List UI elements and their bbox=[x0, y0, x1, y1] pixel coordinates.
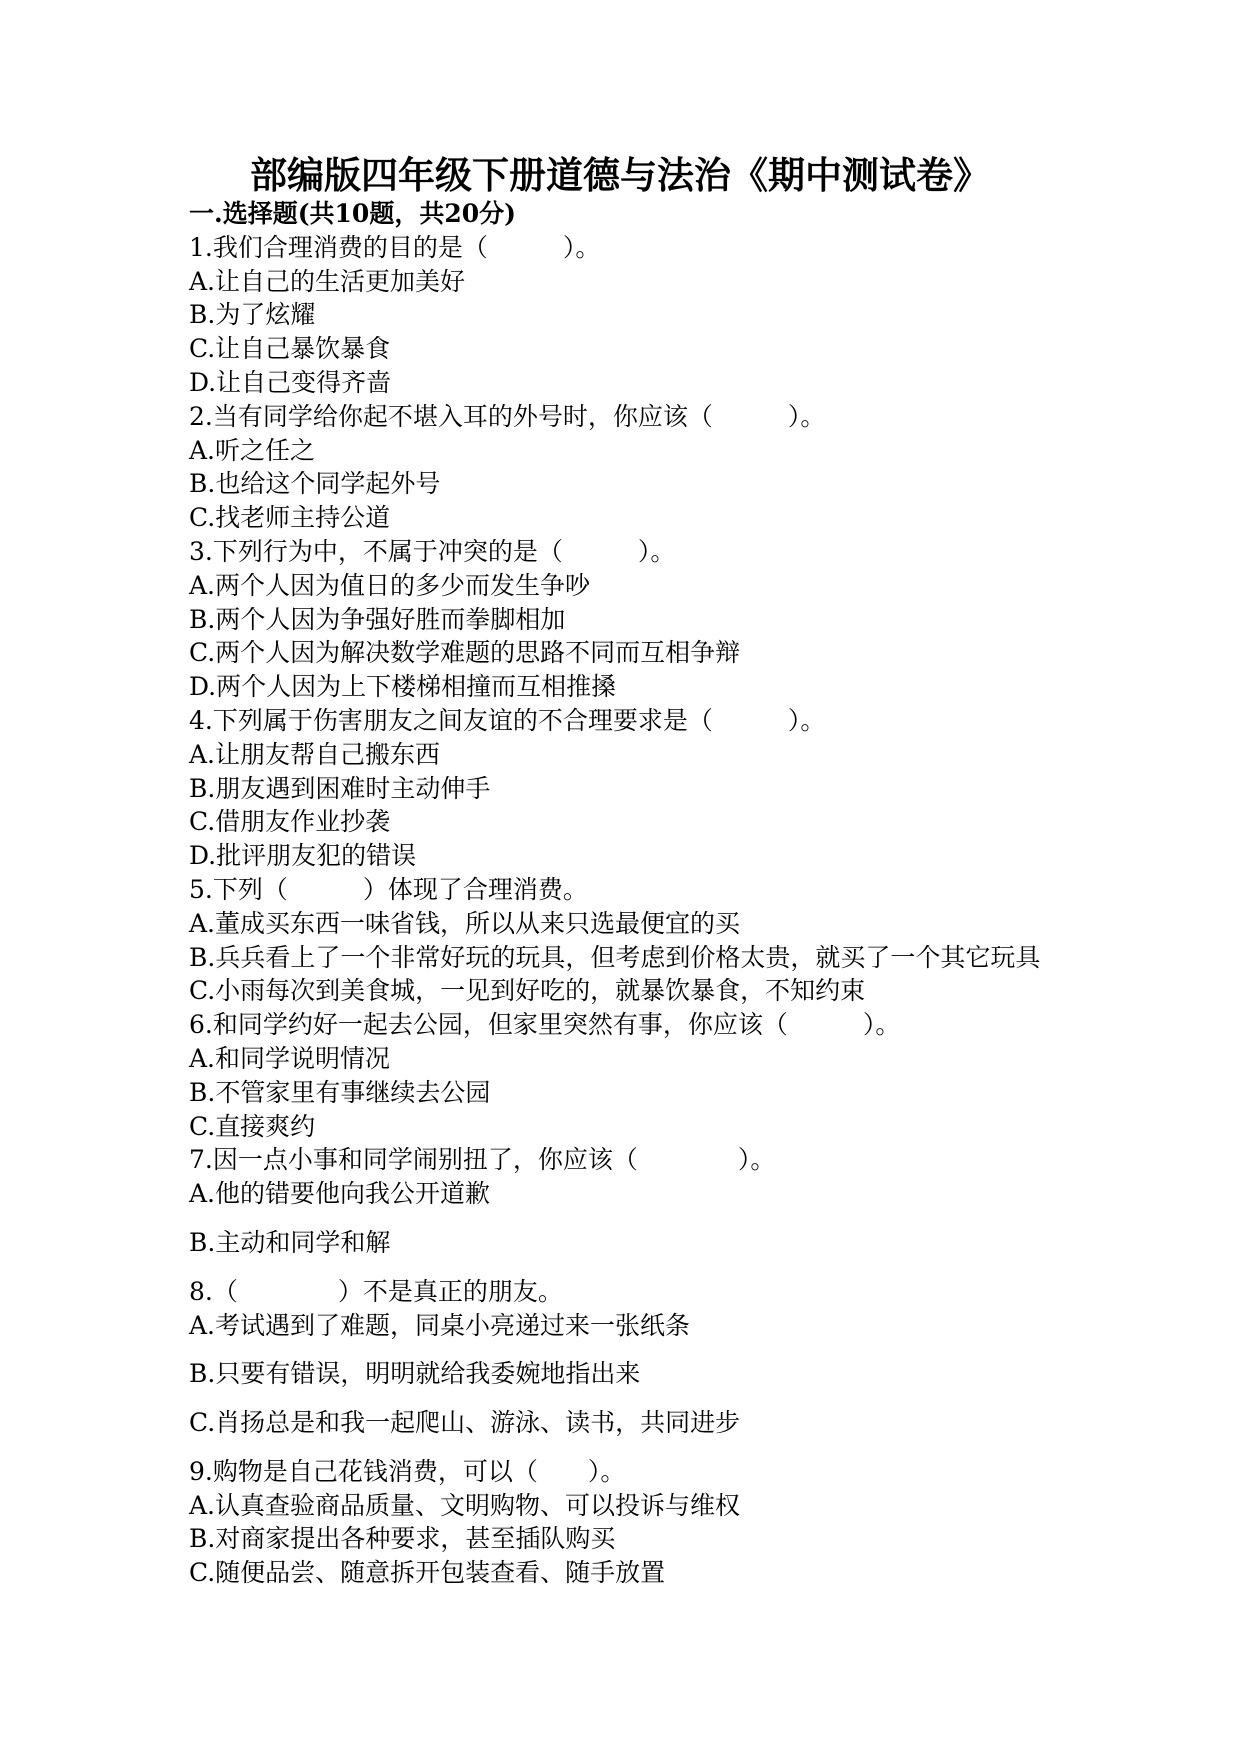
question-9-option-a: A.认真查验商品质量、文明购物、可以投诉与维权 bbox=[189, 1490, 741, 1520]
question-1-stem: 1.我们合理消费的目的是（ ）。 bbox=[189, 232, 601, 262]
question-7 bbox=[189, 1143, 1199, 1259]
question-3-option-b: B.两个人因为争强好胜而拳脚相加 bbox=[189, 604, 566, 634]
question-8-stem: 8.（ ）不是真正的朋友。 bbox=[189, 1276, 563, 1306]
question-9-stem: 9.购物是自己花钱消费，可以（ ）。 bbox=[189, 1456, 626, 1486]
question-1 bbox=[189, 231, 1199, 400]
question-9 bbox=[189, 1455, 1199, 1590]
question-8-option-b: B.只要有错误，明明就给我委婉地指出来 bbox=[189, 1359, 641, 1389]
question-2 bbox=[189, 400, 1199, 535]
question-3-option-a: A.两个人因为值日的多少而发生争吵 bbox=[189, 570, 591, 600]
question-2-option-a: A.听之任之 bbox=[189, 435, 316, 465]
question-6-stem: 6.和同学约好一起去公园，但家里突然有事，你应该（ ）。 bbox=[189, 1010, 901, 1040]
question-6-option-c: C.直接爽约 bbox=[189, 1111, 316, 1141]
question-7-option-a: A.他的错要他向我公开道歉 bbox=[189, 1179, 491, 1209]
exam-title: 部编版四年级下册道德与法治《期中测试卷》 bbox=[250, 153, 990, 197]
question-4-option-d: D.批评朋友犯的错误 bbox=[189, 841, 417, 871]
question-5-option-c: C.小雨每次到美食城，一见到好吃的，就暴饮暴食，不知约束 bbox=[189, 976, 866, 1006]
question-7-stem: 7.因一点小事和同学闹别扭了，你应该（ ）。 bbox=[189, 1145, 776, 1175]
question-1-option-a: A.让自己的生活更加美好 bbox=[189, 266, 466, 296]
question-4 bbox=[189, 704, 1199, 873]
question-6-option-b: B.不管家里有事继续去公园 bbox=[189, 1077, 491, 1107]
question-1-option-d: D.让自己变得齐啬 bbox=[189, 367, 392, 397]
question-4-stem: 4.下列属于伤害朋友之间友谊的不合理要求是（ ）。 bbox=[189, 705, 826, 735]
question-4-option-b: B.朋友遇到困难时主动伸手 bbox=[189, 773, 491, 803]
question-1-option-c: C.让自己暴饮暴食 bbox=[189, 334, 391, 364]
question-5-option-a: A.董成买东西一味省钱，所以从来只选最便宜的买 bbox=[189, 908, 741, 938]
question-5-stem: 5.下列（ ）体现了合理消费。 bbox=[189, 874, 588, 904]
question-3-option-c: C.两个人因为解决数学难题的思路不同而互相争辩 bbox=[189, 638, 741, 668]
question-8-option-c: C.肖扬总是和我一起爬山、游泳、读书，共同进步 bbox=[189, 1408, 741, 1438]
question-7-option-b: B.主动和同学和解 bbox=[189, 1227, 391, 1257]
question-2-option-b: B.也给这个同学起外号 bbox=[189, 469, 441, 499]
question-2-stem: 2.当有同学给你起不堪入耳的外号时，你应该（ ）。 bbox=[189, 401, 826, 431]
multiple-choice-section bbox=[189, 197, 1199, 1590]
question-5-option-b: B.兵兵看上了一个非常好玩的玩具，但考虑到价格太贵，就买了一个其它玩具 bbox=[189, 942, 1041, 972]
question-4-option-c: C.借朋友作业抄袭 bbox=[189, 807, 391, 837]
question-8 bbox=[189, 1275, 1199, 1440]
question-6 bbox=[189, 1008, 1199, 1143]
question-2-option-c: C.找老师主持公道 bbox=[189, 503, 391, 533]
question-4-option-a: A.让朋友帮自己搬东西 bbox=[189, 739, 441, 769]
question-6-option-a: A.和同学说明情况 bbox=[189, 1043, 391, 1073]
question-9-option-c: C.随便品尝、随意拆开包装查看、随手放置 bbox=[189, 1558, 666, 1588]
question-8-option-a: A.考试遇到了难题，同桌小亮递过来一张纸条 bbox=[189, 1310, 691, 1340]
question-5 bbox=[189, 873, 1199, 1008]
question-3-stem: 3.下列行为中，不属于冲突的是（ ）。 bbox=[189, 536, 676, 566]
question-9-option-b: B.对商家提出各种要求，甚至插队购买 bbox=[189, 1524, 616, 1554]
section-heading: 一.选择题(共10题，共20分) bbox=[189, 199, 516, 228]
question-3 bbox=[189, 535, 1199, 704]
question-3-option-d: D.两个人因为上下楼梯相撞而互相推搡 bbox=[189, 672, 617, 702]
question-1-option-b: B.为了炫耀 bbox=[189, 300, 316, 330]
